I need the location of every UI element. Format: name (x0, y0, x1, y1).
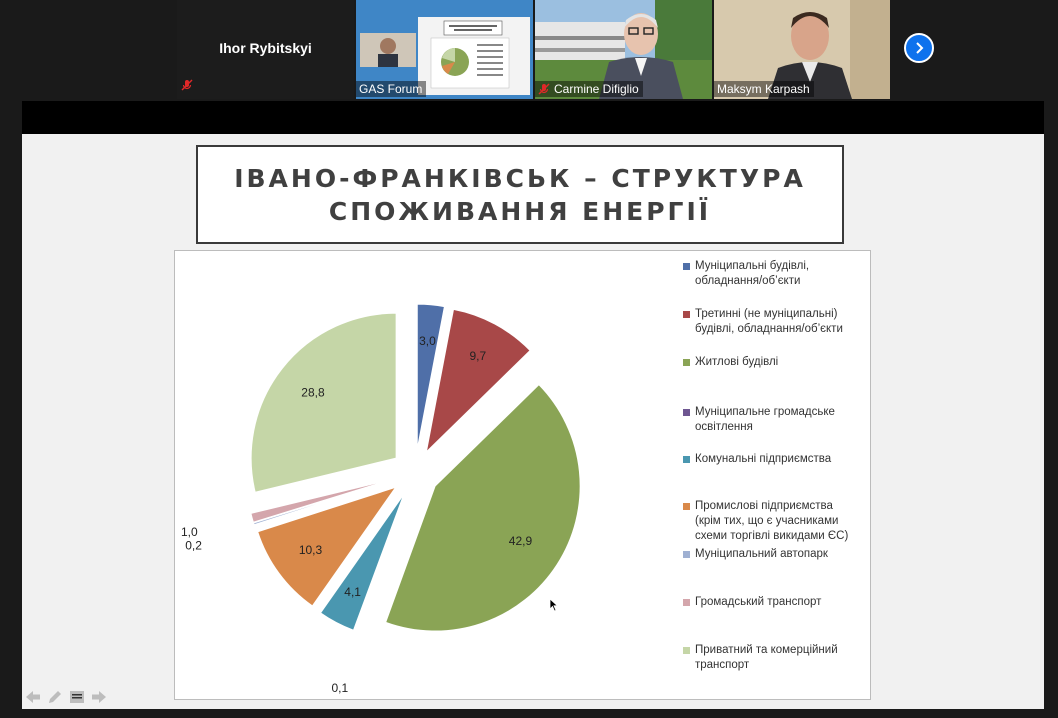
participant-tile-carmine-difiglio[interactable] (535, 0, 712, 99)
pie-data-label: 1,0 (180, 524, 198, 539)
legend-item (683, 499, 868, 544)
arrow-right-icon (91, 690, 107, 704)
pen-icon (47, 689, 63, 705)
legend-item (683, 547, 868, 562)
pie-data-label: 0,2 (185, 538, 202, 553)
annotate-pen-button[interactable] (46, 688, 64, 706)
legend-swatch (683, 599, 690, 606)
legend-label: Житлові будівлі (695, 356, 779, 368)
participant-tile-maksym-karpash[interactable] (714, 0, 890, 99)
participant-name: Carmine Difiglio (535, 81, 643, 97)
participant-tile-gas-forum[interactable] (356, 0, 533, 99)
legend-swatch (683, 263, 690, 270)
legend-label: Муніципальний автопарк (695, 548, 828, 560)
legend-item (683, 595, 868, 610)
legend-item (683, 405, 868, 435)
mouse-cursor-icon (549, 598, 559, 612)
legend-item (683, 452, 868, 467)
pie-slice (251, 313, 396, 492)
pie-data-label: 4,1 (344, 584, 361, 599)
chevron-right-icon (912, 41, 926, 55)
participant-name: Ihor Rybitskyi (219, 40, 312, 56)
legend-swatch (683, 311, 690, 318)
legend-label: Комунальні підприємства (695, 453, 832, 465)
pie-slice (386, 385, 580, 631)
pie-data-label: 28,8 (301, 385, 325, 400)
participant-tile-name-only[interactable] (177, 0, 354, 99)
next-participants-button[interactable] (904, 33, 934, 63)
share-top-bar (22, 101, 1044, 134)
previous-slide-button[interactable] (24, 688, 42, 706)
slide-menu-button[interactable] (68, 688, 86, 706)
legend-item (683, 643, 868, 673)
pie-data-label: 42,9 (508, 534, 533, 549)
annotation-toolbar (24, 688, 108, 706)
legend-swatch (683, 503, 690, 510)
legend-swatch (683, 409, 690, 416)
legend-swatch (683, 456, 690, 463)
muted-mic-icon (538, 83, 550, 95)
legend-label: Промислові підприємства (крім тих, що є учасниками схеми торгівлі викидами ЄС) (695, 500, 849, 542)
legend-swatch (683, 551, 690, 558)
muted-mic-icon (181, 78, 193, 96)
pie-data-label: 0,1 (331, 680, 349, 695)
menu-icon (69, 690, 85, 704)
legend-item (683, 307, 868, 337)
arrow-left-icon (25, 690, 41, 704)
legend-label: Громадський транспорт (695, 596, 822, 608)
legend-label: Муніципальне громадське освітлення (695, 406, 835, 433)
legend-label: Третинні (не муніципальні) будівлі, обладнання/об’єкти (695, 308, 843, 335)
pie-chart-svg (175, 251, 675, 701)
legend-label: Муніципальні будівлі, обладнання/об’єкти (695, 260, 810, 287)
slide-title-line-2: СПОЖИВАННЯ ЕНЕРГІЇ (328, 196, 712, 226)
slide-title-box (196, 145, 844, 244)
participant-name: GAS Forum (356, 81, 426, 97)
pie-chart (174, 250, 871, 700)
legend-item (683, 259, 868, 289)
next-slide-button[interactable] (90, 688, 108, 706)
legend-swatch (683, 647, 690, 654)
pie-data-label: 3,0 (419, 333, 436, 348)
pie-data-label: 10,3 (298, 543, 323, 558)
participant-name: Maksym Karpash (714, 81, 814, 97)
pie-data-label: 9,7 (469, 349, 487, 364)
legend-swatch (683, 359, 690, 366)
participant-strip (0, 0, 1058, 100)
shared-slide (22, 134, 1044, 709)
slide-title-line-1: ІВАНО-ФРАНКІВСЬК – СТРУКТУРА (234, 163, 806, 193)
legend-item (683, 355, 868, 370)
legend-label: Приватний та комерційний транспорт (695, 644, 838, 671)
